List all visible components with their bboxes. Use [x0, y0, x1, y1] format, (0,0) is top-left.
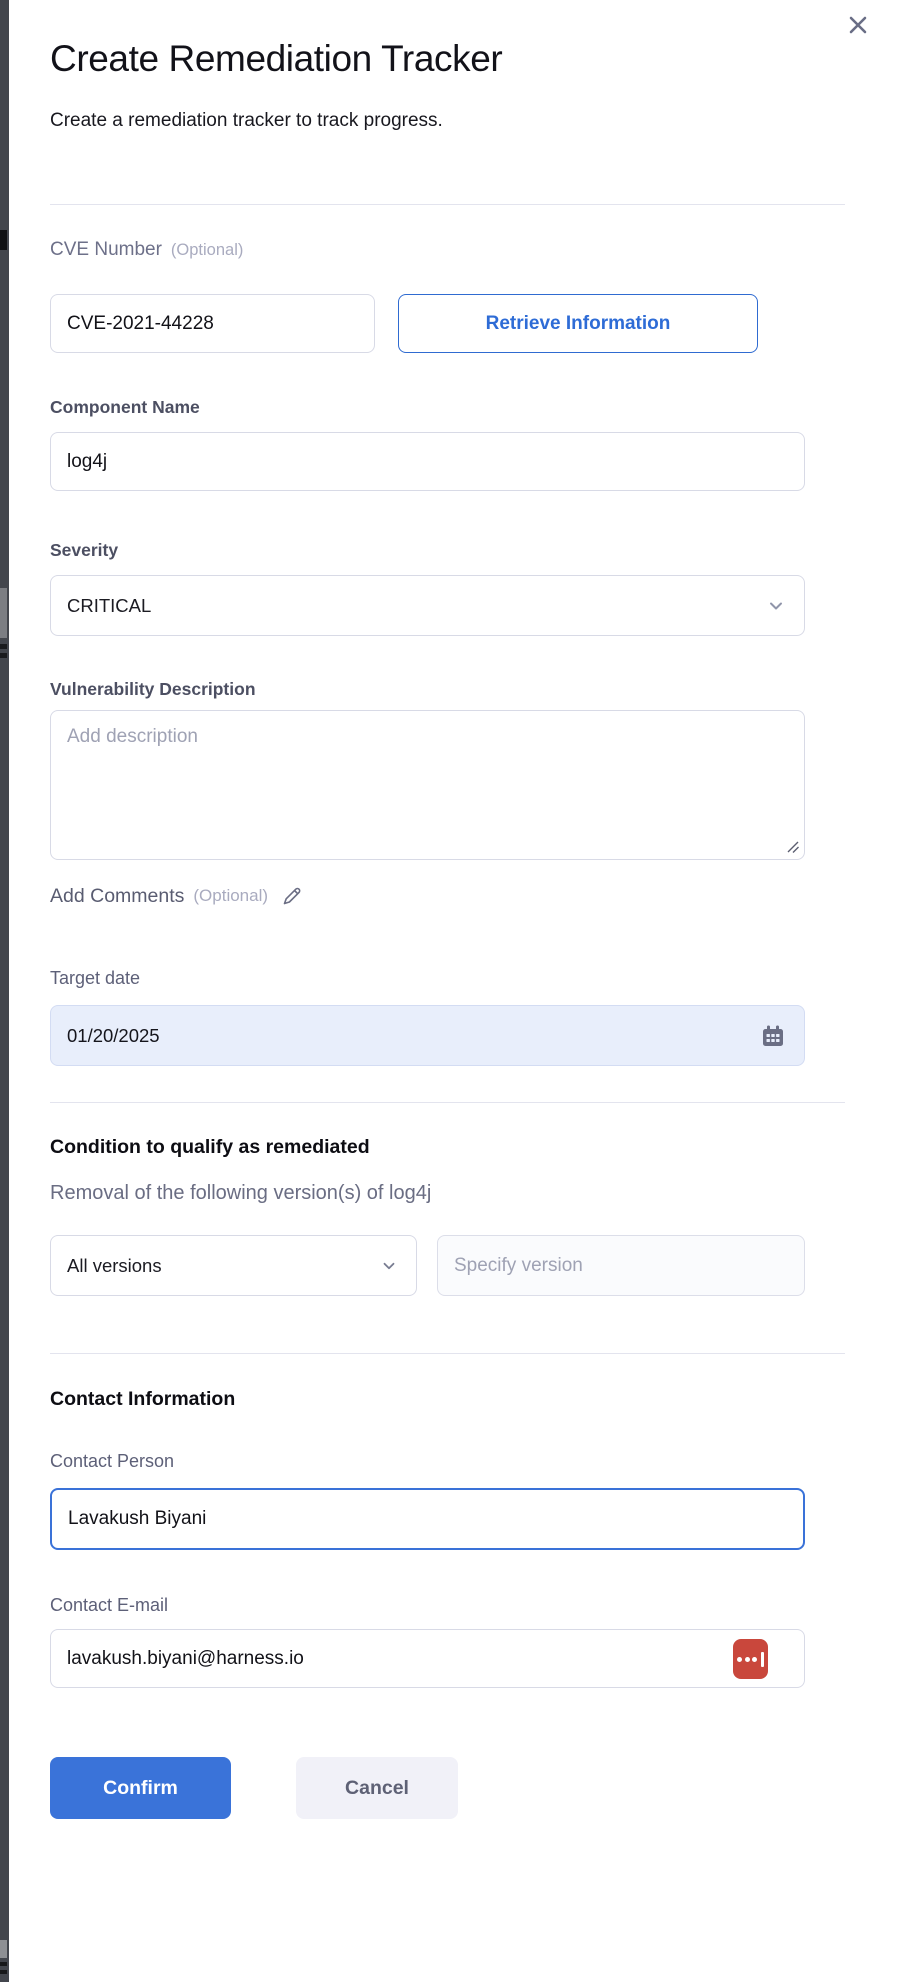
divider: [50, 1353, 845, 1354]
background-page-artifact: [0, 588, 7, 638]
background-page-artifact: [0, 1940, 7, 1958]
cve-number-label: CVE Number: [50, 239, 162, 260]
component-name-label: Component Name: [50, 397, 200, 417]
background-page-artifact: [0, 1970, 7, 1974]
specify-version-input[interactable]: [437, 1235, 805, 1296]
vulnerability-description-textarea[interactable]: [50, 710, 805, 860]
component-name-input[interactable]: [50, 432, 805, 491]
contact-email-input[interactable]: [50, 1629, 805, 1688]
chevron-down-icon: [380, 1257, 398, 1275]
background-page-artifact: [0, 653, 7, 658]
cve-optional-tag: (Optional): [170, 241, 244, 259]
lastpass-icon[interactable]: [733, 1639, 768, 1679]
contact-person-label: Contact Person: [50, 1451, 175, 1471]
divider: [50, 1102, 845, 1103]
background-page-artifact: [0, 230, 7, 250]
version-mode-select[interactable]: [50, 1235, 417, 1296]
background-page-edge: [0, 0, 9, 1982]
lastpass-dot: [745, 1657, 750, 1662]
cancel-button[interactable]: Cancel: [296, 1757, 458, 1819]
dialog-title: Create Remediation Tracker: [50, 38, 503, 79]
cve-number-label-row: [50, 239, 243, 261]
contact-person-input[interactable]: [50, 1488, 805, 1550]
contact-section-heading: Contact Information: [50, 1388, 236, 1410]
vulnerability-description-wrapper: [50, 710, 805, 860]
condition-subtext: Removal of the following version(s) of log4j: [50, 1182, 432, 1204]
divider: [50, 204, 845, 205]
calendar-icon: [760, 1023, 786, 1049]
condition-section-heading: Condition to qualify as remediated: [50, 1136, 370, 1158]
close-icon: [846, 13, 870, 37]
severity-label: Severity: [50, 540, 119, 560]
add-comments-label: Add Comments: [50, 884, 185, 907]
add-comments-optional-tag: (Optional): [193, 886, 269, 905]
target-date-input[interactable]: [50, 1005, 805, 1066]
severity-selected-value: CRITICAL: [67, 594, 152, 616]
lastpass-dot: [737, 1657, 742, 1662]
confirm-button[interactable]: Confirm: [50, 1757, 231, 1819]
edit-pencil-icon[interactable]: [280, 884, 304, 908]
lastpass-dot: [752, 1657, 757, 1662]
background-page-artifact: [0, 644, 7, 649]
vulnerability-description-label: Vulnerability Description: [50, 679, 256, 699]
dialog-subtitle: Create a remediation tracker to track progress.: [50, 110, 443, 131]
lastpass-bar: [761, 1652, 764, 1667]
retrieve-information-button[interactable]: Retrieve Information: [398, 294, 758, 353]
version-mode-selected-value: All versions: [67, 1254, 162, 1276]
target-date-label: Target date: [50, 968, 141, 988]
add-comments-row: [50, 884, 304, 908]
background-page-artifact: [0, 1962, 7, 1966]
contact-email-wrapper: [50, 1629, 805, 1688]
target-date-value: 01/20/2025: [67, 1024, 160, 1046]
severity-select[interactable]: [50, 575, 805, 636]
cve-number-input[interactable]: [50, 294, 375, 353]
chevron-down-icon: [766, 596, 786, 616]
close-button[interactable]: [842, 9, 874, 41]
contact-email-label: Contact E-mail: [50, 1595, 169, 1615]
